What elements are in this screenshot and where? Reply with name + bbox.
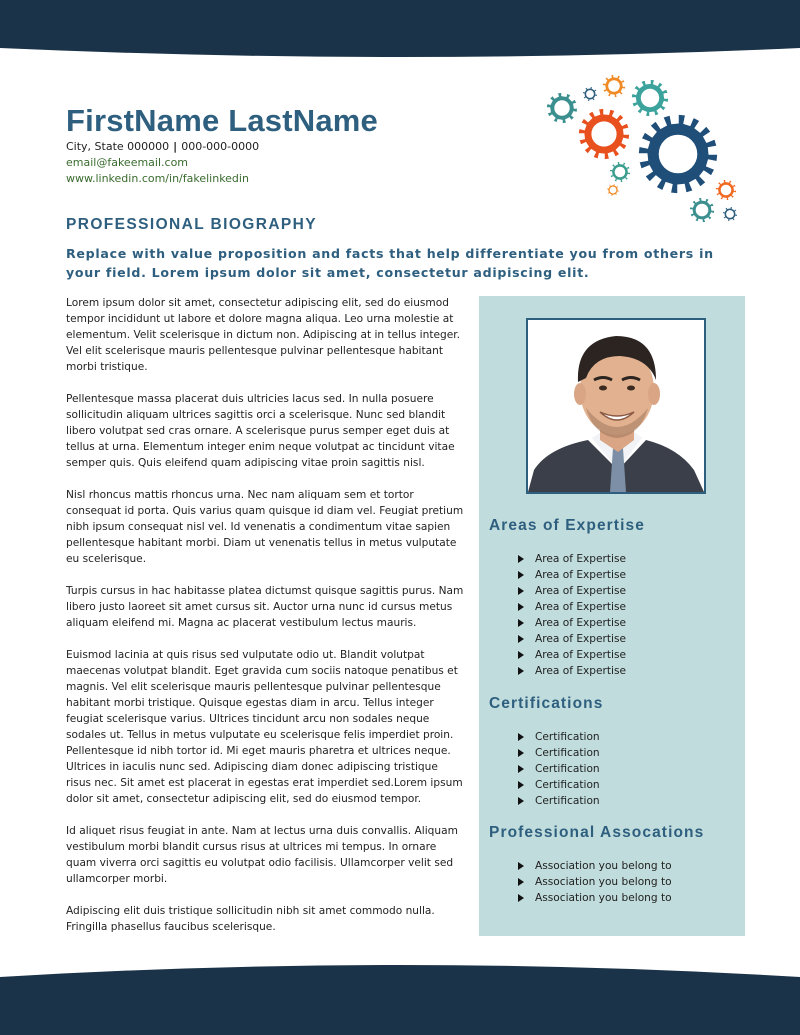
bullet-arrow-icon [518,765,524,773]
bullet-arrow-icon [518,587,524,595]
certification-item: Certification [535,747,600,759]
bullet-arrow-icon [518,781,524,789]
expertise-item: Area of Expertise [535,569,627,581]
biography-paragraph: Nisl rhoncus mattis rhoncus urna. Nec nam aliquam sem et tortor consequat id porta. Quis varius quam quisque id diam vel. Feugiat pretium nibh ipsum consequat nisl vel. Id venenatis a condimentum vitae sapien pellentesque habitant morbi. Diam ut venenatis tellus in metus vulputate eu scelerisque. [66,489,464,565]
gear-icon [631,79,669,117]
gear-icon [606,183,620,197]
expertise-item: Area of Expertise [535,601,627,613]
bullet-arrow-icon [518,749,524,757]
list-item [515,793,600,809]
certification-item: Certification [535,795,600,807]
biography-paragraph: Pellentesque massa placerat duis ultricies lacus sed. In nulla posuere sollicitudin aliquam ultrices sagittis orci a scelerisque. Nunc sed blandit libero volutpat sed cras ornare. A scelerisque purus semper eget duis at tellus at urna. Elementum integer enim neque volutpat ac tincidunt vitae semper quis. Quis eleifend quam adipiscing vitae proin sagittis nisl. [66,393,455,469]
contact-separator: | [173,140,178,153]
city-state: City, State 000000 [66,140,170,153]
list-item [515,599,626,615]
bullet-arrow-icon [518,862,524,870]
gear-icon [609,161,631,183]
association-item: Association you belong to [535,876,672,888]
list-item [515,745,600,761]
biography-paragraph: Turpis cursus in hac habitasse platea dictumst quisque sagittis purus. Nam libero justo laoreet sit amet cursus sit. Auctor urna nunc id cursus metus aliquam eleifend mi. Magna ac placerat vestibulum lectus mauris. [66,585,464,629]
biography-paragraph: Euismod lacinia at quis risus sed vulputate odio ut. Blandit volutpat maecenas volutpat blandit. Eget gravida cum sociis natoque penatibus et magnis. Vel elit scelerisque mauris pellentesque pulvinar pellentesque habitant morbi tristique. Quisque egestas diam in arcu. Tellus integer feugiat scelerisque varius. Ultrices tincidunt arcu non sodales neque sodales ut. Tellus in metus vulputate eu scelerisque felis imperdiet proin. Pellentesque id nibh tortor id. Mi eget mauris pharetra et ultrices neque. Ultrices in iaculis nunc sed. Adipiscing diam donec adipiscing tristique risus nec. Sit amet est placerat in egestas erat imperdiet sed.Lorem ipsum dolor sit amet, consectetur adipiscing elit, sed do eiusmod tempor. [66,649,463,805]
association-item: Association you belong to [535,892,672,904]
bullet-arrow-icon [518,878,524,886]
sidebar-panel [479,296,745,936]
person-portrait-icon [528,320,704,492]
address-phone-line [66,139,259,155]
profile-photo [526,318,706,494]
list-item [515,663,626,679]
associations-list [515,858,672,906]
list-item [515,874,672,890]
gear-icon [715,179,737,201]
expertise-item: Area of Expertise [535,649,627,661]
bullet-arrow-icon [518,555,524,563]
phone-number: 000-000-0000 [181,140,260,153]
bullet-arrow-icon [518,651,524,659]
gear-icon [638,114,718,194]
bottom-wave-banner [0,955,800,1035]
list-item [515,761,600,777]
expertise-item: Area of Expertise [535,585,627,597]
gear-icon [582,86,598,102]
list-item [515,890,672,906]
biography-body [66,295,464,951]
gear-icon [602,74,626,98]
list-item [515,858,672,874]
applicant-name: FirstName LastName [66,103,378,138]
gear-icon [578,108,630,160]
bullet-arrow-icon [518,667,524,675]
biography-paragraph: Lorem ipsum dolor sit amet, consectetur adipiscing elit, sed do eiusmod tempor incididunt ut labore et dolore magna aliqua. Leo urna molestie at elementum. Velit scelerisque in dictum non. Adipiscing at in tellus integer. Vel elit scelerisque mauris pellentesque pulvinar pellentesque habitant morbi tristique. [66,297,460,373]
email-link[interactable]: email@fakeemail.com [66,156,189,169]
certification-item: Certification [535,731,600,743]
biography-paragraph: Id aliquet risus feugiat in ante. Nam at lectus urna duis convallis. Aliquam vestibulum morbi blandit cursus risus at ultrices mi tempus. In ornare quam viverra orci sagittis eu volutpat odio facilisis. Ullamcorper velit sed ullamcorper morbi. [66,825,458,885]
list-item [515,647,626,663]
expertise-item: Area of Expertise [535,633,627,645]
bullet-arrow-icon [518,571,524,579]
bullet-arrow-icon [518,619,524,627]
list-item [515,583,626,599]
certifications-list [515,729,600,809]
value-proposition: Replace with value proposition and facts that help differentiate you from others in your field. Lorem ipsum dolor sit amet, consectetur adipiscing elit. [66,246,714,280]
expertise-item: Area of Expertise [535,617,627,629]
list-item [515,631,626,647]
expertise-item: Area of Expertise [535,553,627,565]
certification-item: Certification [535,779,600,791]
gear-icon [722,206,738,222]
certifications-heading: Certifications [489,695,604,712]
associations-heading: Professional Assocations [489,824,705,841]
expertise-list [515,551,626,679]
bullet-arrow-icon [518,635,524,643]
expertise-item: Area of Expertise [535,665,627,677]
contact-block [66,139,259,187]
association-item: Association you belong to [535,860,672,872]
list-item [515,551,626,567]
biography-heading: PROFESSIONAL BIOGRAPHY [66,216,317,233]
gear-icon [546,92,578,124]
list-item [515,777,600,793]
list-item [515,729,600,745]
list-item [515,567,626,583]
certification-item: Certification [535,763,600,775]
expertise-heading: Areas of Expertise [489,517,645,534]
bullet-arrow-icon [518,603,524,611]
linkedin-link[interactable]: www.linkedin.com/in/fakelinkedin [66,172,249,185]
list-item [515,615,626,631]
gear-icon [689,197,715,223]
bullet-arrow-icon [518,733,524,741]
bullet-arrow-icon [518,894,524,902]
bullet-arrow-icon [518,797,524,805]
gears-illustration [540,68,746,228]
biography-paragraph: Adipiscing elit duis tristique sollicitudin nibh sit amet commodo nulla. Fringilla phasellus faucibus scelerisque. [66,905,435,933]
